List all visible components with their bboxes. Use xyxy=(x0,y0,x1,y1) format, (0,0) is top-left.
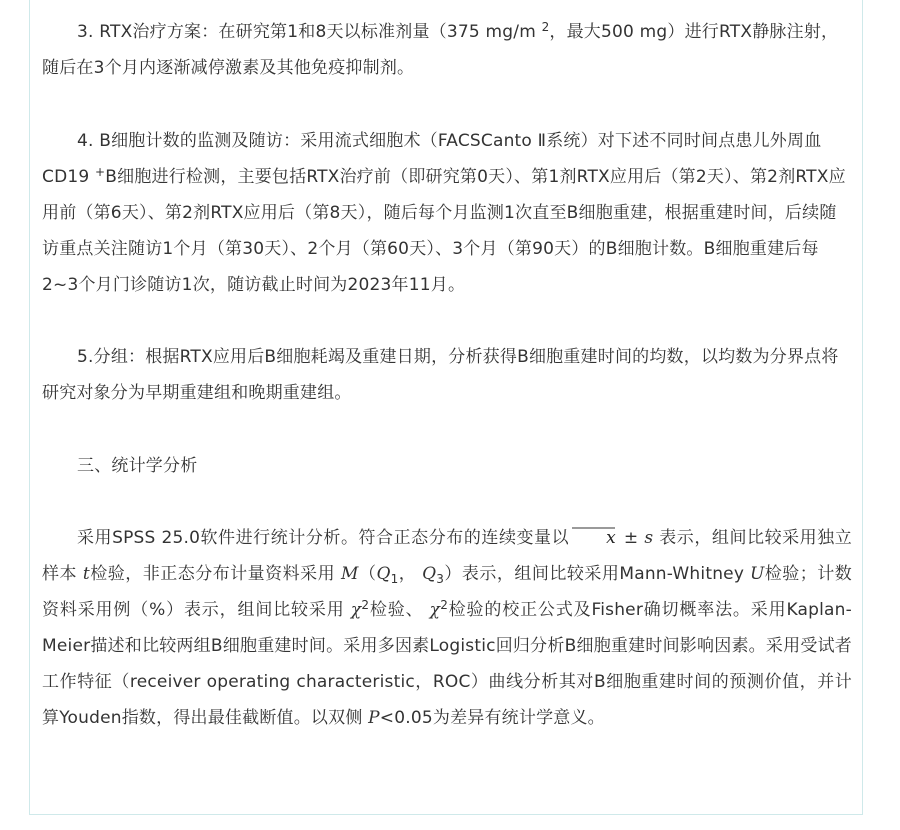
italic-symbol: P xyxy=(368,708,380,728)
superscript: 2 xyxy=(361,598,370,612)
paragraph-spacer xyxy=(42,484,852,520)
text-segment: （ xyxy=(358,564,377,584)
superscript: 2 xyxy=(440,598,449,612)
subscript: 1 xyxy=(390,572,399,586)
chi-symbol: χ xyxy=(429,600,441,620)
text-segment: 表示，组间比较采用独立样本 xyxy=(42,528,852,584)
paragraph-spacer xyxy=(42,86,852,123)
text-segment: B细胞进行检测，主要包括RTX治疗前（即研究第0天）、第1剂RTX应用后（第2天）、第2剂RTX应用前（第6天）、第2剂RTX应用后（第8天），随后每个月监测1次直至B细胞重建，根据重建时间，后续随访重点关注随访1个月（第30天）、2个月（第60天）、3个月（第90天）的B细胞计数。B细胞重建后每2~3个月门诊随访1次，随访截止时间为2023年11月。 xyxy=(42,167,846,295)
italic-symbol: s xyxy=(644,528,654,548)
text-segment: ， xyxy=(398,564,423,584)
italic-symbol: Q xyxy=(376,564,391,584)
text-segment: ± xyxy=(617,528,645,548)
text-segment: 4. B细胞计数的监测及随访：采用流式细胞术（FACSCanto Ⅱ系统）对下述不同时间点患儿外周血CD19 xyxy=(42,131,822,187)
italic-symbol: U xyxy=(749,564,765,584)
paragraph-rtx-regimen xyxy=(42,14,852,86)
x-bar-symbol: x xyxy=(569,520,618,556)
text-segment: 采用SPSS 25.0软件进行统计分析。符合正态分布的连续变量以 xyxy=(77,528,570,548)
paragraph-statistics xyxy=(42,520,852,736)
superscript: + xyxy=(95,165,106,179)
superscript: 2 xyxy=(541,20,550,34)
text-segment: 检验；计数资料采用例（%）表示，组间比较采用 xyxy=(42,564,852,620)
text-segment: 检验的校正公式及Fisher确切概率法。采用Kaplan-Meier描述和比较两组B细胞重建时间。采用多因素Logistic回归分析B细胞重建时间影响因素。采用受试者工作特征（receiver operating characteristic，ROC）曲线分析其对B细胞重建时间的预测价值，并计算Youden指数，得出最佳截断值。以双侧 xyxy=(42,600,852,728)
paragraph-b-cell-monitoring xyxy=(42,123,852,303)
italic-symbol: t xyxy=(82,564,90,584)
italic-symbol: M xyxy=(341,564,359,584)
article-body xyxy=(42,14,852,736)
text-segment: <0.05为差异有统计学意义。 xyxy=(379,708,605,728)
paragraph-spacer xyxy=(42,411,852,448)
chi-symbol: χ xyxy=(350,600,362,620)
paragraph-spacer xyxy=(42,303,852,339)
text-segment: ）表示，组间比较采用Mann-Whitney xyxy=(444,564,750,584)
text-segment: 3. RTX治疗方案：在研究第1和8天以标准剂量（375 mg/m xyxy=(77,22,542,42)
text-segment: 检验，非正态分布计量资料采用 xyxy=(89,564,342,584)
italic-symbol: Q xyxy=(422,564,437,584)
text-segment: ，最大500 mg）进行RTX静脉注射，随后在3个月内逐渐减停激素及其他免疫抑制剂。 xyxy=(42,22,839,78)
text-segment: 检验、 xyxy=(369,600,430,620)
paragraph-grouping: 5.分组：根据RTX应用后B细胞耗竭及重建日期，分析获得B细胞重建时间的均数，以均数为分界点将研究对象分为早期重建组和晚期重建组。 xyxy=(42,347,839,403)
subscript: 3 xyxy=(436,572,445,586)
section-heading: 三、统计学分析 xyxy=(77,456,198,476)
